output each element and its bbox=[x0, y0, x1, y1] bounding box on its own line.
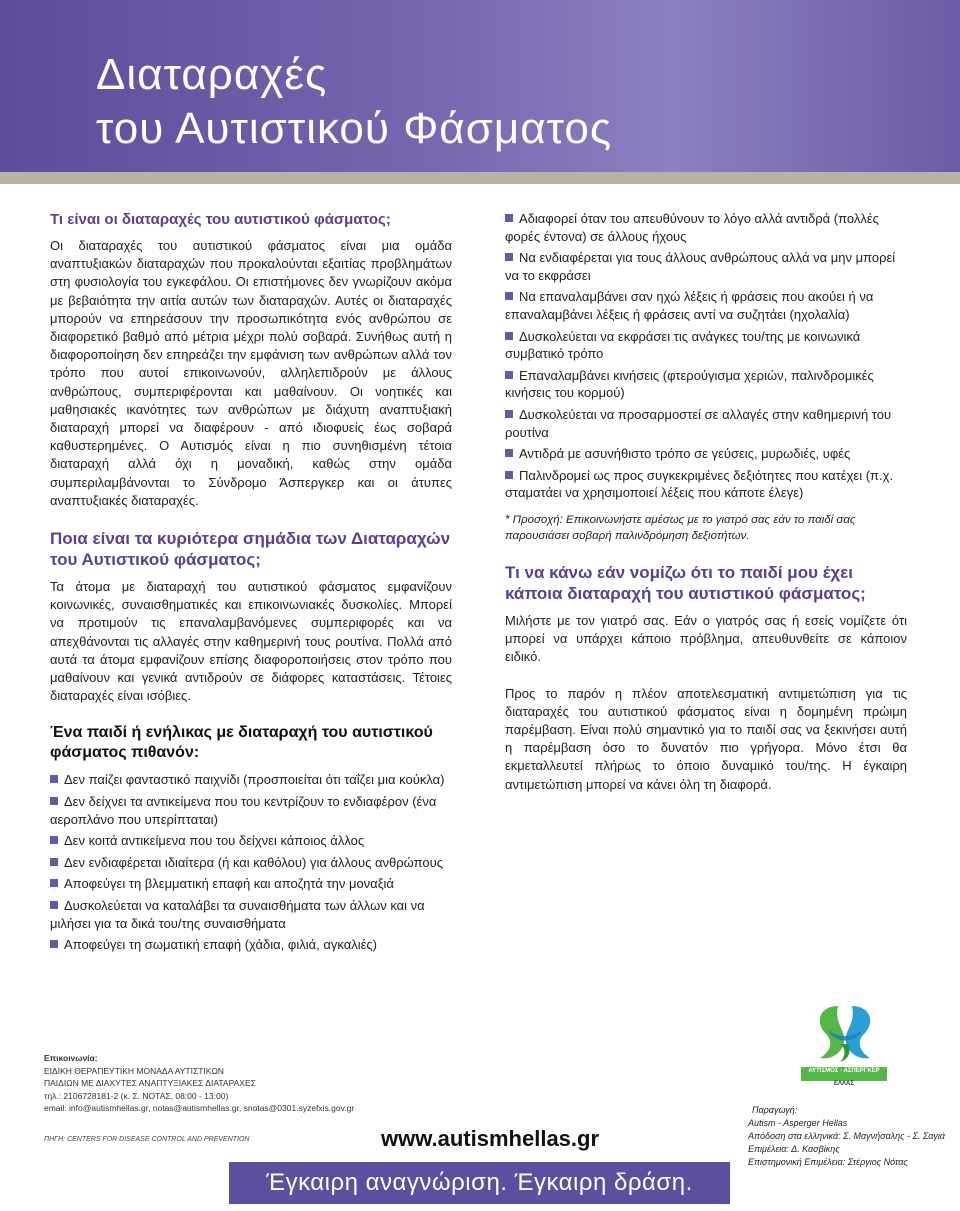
list-item: Αντιδρά με ασυνήθιστο τρόπο σε γεύσεις, μυρωδιές, υφές bbox=[505, 445, 907, 463]
list-item: Δεν δείχνει τα αντικείμενα που του κεντρίζουν το ενδιαφέρον (ένα αεροπλάνο που υπερίπταται) bbox=[50, 794, 437, 827]
list-item: Δεν ενδιαφέρεται ιδιαίτερα (ή και καθόλου) για άλλους ανθρώπους bbox=[50, 854, 452, 872]
symptoms-list-left bbox=[50, 771, 452, 953]
symptoms-list-right bbox=[505, 210, 907, 502]
section-what-is-body: Οι διαταραχές του αυτιστικού φάσματος είναι μια ομάδα αναπτυξιακών διαταραχών που προκαλούνται εξαιτίας προβλημάτων στη φυσιολογία του εγκεφάλου. Οι επιστήμονες δεν γνωρίζουν ακόμα με βεβαιότητα την αιτία αυτών των διαταραχών. Αυτές οι διαταραχές μπορούν να επηρεάσουν την προσωπικότητα ενός ανθρώπου σε διαφορετικό βαθμό από μέτρια μέχρι πολύ σοβαρά. Συνήθως αυτή η διαφοροποίηση δεν επηρεάζει την εμφάνιση των ανθρώπων αλλά τον τρόπο που αυτοί επικοινωνούν, αλληλεπιδρούν με άλλους ανθρώπους, συμπεριφέρονται και μαθαίνουν. Οι νοητικές και μαθησιακές ικανότητες των ανθρώπων με διάχυτη αναπτυξιακή διαταραχή μπορεί να διαφέρουν - από ιδιοφυείς έως σοβαρά καθυστερημένες. Ο Αυτισμός είναι η πιο συνηθισμένη τέτοια διαταραχή αλλά όχι η μοναδική, καθώς στην ομάδα συμπεριλαμβάνονται το Σύνδρομο Άσπεργκερ και οι άτυπες αναπτυξιακές διαταραχές. bbox=[50, 238, 452, 508]
section-symptoms-title: Ένα παιδί ή ενήλικας με διαταραχή του αυτιστικού φάσματος πιθανόν: bbox=[50, 724, 433, 762]
list-item: Δυσκολεύεται να προσαρμοστεί σε αλλαγές στην καθημερινή του ρουτίνα bbox=[505, 406, 892, 440]
list-item: Παλινδρομεί ως προς συγκεκριμένες δεξιότητες που κατέχει (π.χ. σταματάει να χρησιμοποιεί λέξεις που κάποτε έλεγε) bbox=[505, 467, 894, 501]
list-item: Να επαναλαμβάνει σαν ηχώ λέξεις ή φράσεις που ακούει ή να επαναλαμβάνει λέξεις ή φράσεις αντί να συζητάει (ηχολαλία) bbox=[505, 289, 874, 322]
bullet-square-icon bbox=[50, 940, 58, 948]
section-what-is bbox=[50, 210, 452, 510]
bullet-square-icon bbox=[505, 292, 513, 300]
bullet-square-icon bbox=[50, 797, 58, 805]
list-item: Αποφεύγει τη βλεμματική επαφή και αποζητά την μοναξιά bbox=[50, 875, 452, 893]
left-column bbox=[50, 210, 452, 958]
bullet-square-icon bbox=[505, 253, 513, 261]
section-what-to-do-p2: Προς το παρόν η πλέον αποτελεσματική αντιμετώπιση για τις διαταραχές του αυτιστικού φάσματος είναι η δομημένη πρώιμη παρέμβαση. Είναι πολύ σημαντικό για το παιδί σας να ξεκινήσει αυτή η παρέμβαση όσο το δυνατόν πιο γρήγορα. Μόνο έτσι θα εκμεταλλευτεί πλήρως το όποιο δυναμικό του/της. Η έγκαιρη αντιμετώπιση μπορεί να κάνει όλη τη διαφορά. bbox=[505, 685, 907, 792]
bullet-square-icon bbox=[50, 836, 58, 844]
section-signs bbox=[50, 528, 452, 705]
list-item: Δεν κοιτά αντικείμενα που του δείχνει κάποιος άλλος bbox=[50, 832, 452, 850]
contact-line: ΠΑΙΔΙΩΝ ΜΕ ΔΙΑΧΥΤΕΣ ΑΝΑΠΤΥΞΙΑΚΕΣ ΔΙΑΤΑΡΑΧΕΣ bbox=[44, 1078, 256, 1088]
list-item: Να ενδιαφέρεται για τους άλλους ανθρώπους αλλά να μην μπορεί να το εκφράσει bbox=[505, 250, 896, 283]
header-divider-strip bbox=[0, 172, 960, 184]
bullet-square-icon bbox=[50, 775, 58, 783]
section-what-to-do-title: Τι να κάνω εάν νομίζω ότι το παιδί μου έχει κάποια διαταραχή του αυτιστικού φάσματος; bbox=[505, 562, 866, 603]
list-item: Δεν παίζει φανταστικό παιχνίδι (προσποιείται ότι ταΐζει μια κούκλα) bbox=[50, 771, 452, 789]
list-item: Επαναλαμβάνει κινήσεις (φτερούγισμα χεριών, παλινδρομικές κινήσεις του κορμού) bbox=[505, 367, 874, 401]
page-title bbox=[96, 48, 612, 156]
list-item: Δυσκολεύεται να καταλάβει τα συναισθήματα των άλλων και να μιλήσει για τα δικά του/της συναισθήματα bbox=[50, 898, 425, 931]
title-line-1: Διαταραχές bbox=[96, 50, 328, 99]
credits-line: Επιμέλεια: Δ. Κασβίκης bbox=[748, 1144, 840, 1154]
right-column bbox=[505, 210, 907, 794]
bullet-square-icon bbox=[50, 901, 58, 909]
list-item: Αδιαφορεί όταν του απευθύνουν το λόγο αλλά αντιδρά (πολλές φορές έντονα) σε άλλους ήχους bbox=[505, 211, 879, 244]
contact-line: ΕΙΔΙΚΗ ΘΕΡΑΠΕΥΤΙΚΗ ΜΟΝΑΔΑ ΑΥΤΙΣΤΙΚΩΝ bbox=[44, 1065, 224, 1076]
credits-line: Επιστημονική Επιμέλεια: Στέργιος Νότας bbox=[748, 1157, 908, 1167]
section-what-to-do-p1: Μιλήστε με τον γιατρό σας. Εάν ο γιατρός σας ή εσείς νομίζετε ότι μπορεί να υπάρχει κάποιο πρόβλημα, απευθυνθείτε σε κάποιον ειδικό. bbox=[505, 612, 907, 665]
website-link[interactable]: www.autismhellas.gr bbox=[381, 1126, 600, 1151]
warning-note: * Προσοχή: Επικοινωνήστε αμέσως με το γιατρό σας εάν το παιδί σας παρουσιάσει σοβαρή παλινδρόμηση δεξιοτήτων. bbox=[505, 513, 856, 542]
logo-caption-country: ΕΛΛΑΣ bbox=[834, 1081, 854, 1087]
contact-label: Επικοινωνία: bbox=[44, 1053, 98, 1063]
logo-caption: ΑΥΤΙΣΜΟΣ - ΑΣΠΕΡΓΚΕΡ bbox=[801, 1067, 887, 1081]
section-what-is-title: Τι είναι οι διαταραχές του αυτιστικού φάσματος; bbox=[50, 211, 391, 228]
title-line-2: του Αυτιστικού Φάσματος bbox=[96, 104, 613, 153]
production-credits bbox=[748, 1104, 953, 1169]
credits-line: Autism - Asperger Hellas bbox=[748, 1118, 848, 1128]
credits-title: Παραγωγή: bbox=[752, 1105, 798, 1115]
bullet-square-icon bbox=[505, 371, 513, 379]
section-symptoms bbox=[50, 723, 452, 953]
contact-phone: τηλ.: 2106728181-2 (κ. Σ. ΝΟΤΑΣ, 08:00 - 13:00) bbox=[44, 1090, 229, 1101]
credits-line: Απόδοση στα ελληνικά: Σ. Μαγνήσαλης - Σ. Σαγιά bbox=[748, 1131, 946, 1141]
bullet-square-icon bbox=[505, 471, 513, 479]
contact-email: email: info@autismhellas.gr, notas@autismhellas.gr, snotas@0301.syzefxis.gov.gr bbox=[44, 1103, 355, 1113]
bullet-square-icon bbox=[50, 879, 58, 887]
slogan-banner: Έγκαιρη αναγνώριση. Έγκαιρη δράση. bbox=[229, 1162, 730, 1204]
section-signs-body: Τα άτομα με διαταραχή του αυτιστικού φάσματος εμφανίζουν κοινωνικές, συναισθηματικές και επικοινωνιακές δυσκολίες. Μπορεί να προτιμούν τις επαναλαμβανόμενες συμπεριφορές και να απεχθάνονται τις αλλαγές στην καθημερινή τους ρουτίνα. Πολλά από αυτά τα άτομα εμφανίζουν επίσης διαφοροποιήσεις στον τρόπο που μαθαίνουν και γενικά αντιδρούν σε διάφορες καταστάσεις. Τέτοιες διαταραχές είναι ισόβιες. bbox=[50, 579, 452, 704]
bullet-square-icon bbox=[505, 214, 513, 222]
section-signs-title: Ποια είναι τα κυριότερα σημάδια των Διαταραχών του Αυτιστικού φάσματος; bbox=[50, 529, 451, 570]
contact-info bbox=[44, 1052, 404, 1115]
source-credit: ΠΗΓΗ: CENTERS FOR DISEASE CONTROL AND PREVENTION bbox=[44, 1136, 250, 1143]
bullet-square-icon bbox=[505, 332, 513, 340]
list-item: Αποφεύγει τη σωματική επαφή (χάδια, φιλιά, αγκαλιές) bbox=[50, 936, 452, 954]
bullet-square-icon bbox=[505, 449, 513, 457]
section-what-to-do bbox=[505, 562, 907, 794]
list-item: Δυσκολεύεται να εκφράσει τις ανάγκες του/της με κοινωνικά συμβατικό τρόπο bbox=[505, 328, 861, 362]
bullet-square-icon bbox=[50, 858, 58, 866]
bullet-square-icon bbox=[505, 410, 513, 418]
